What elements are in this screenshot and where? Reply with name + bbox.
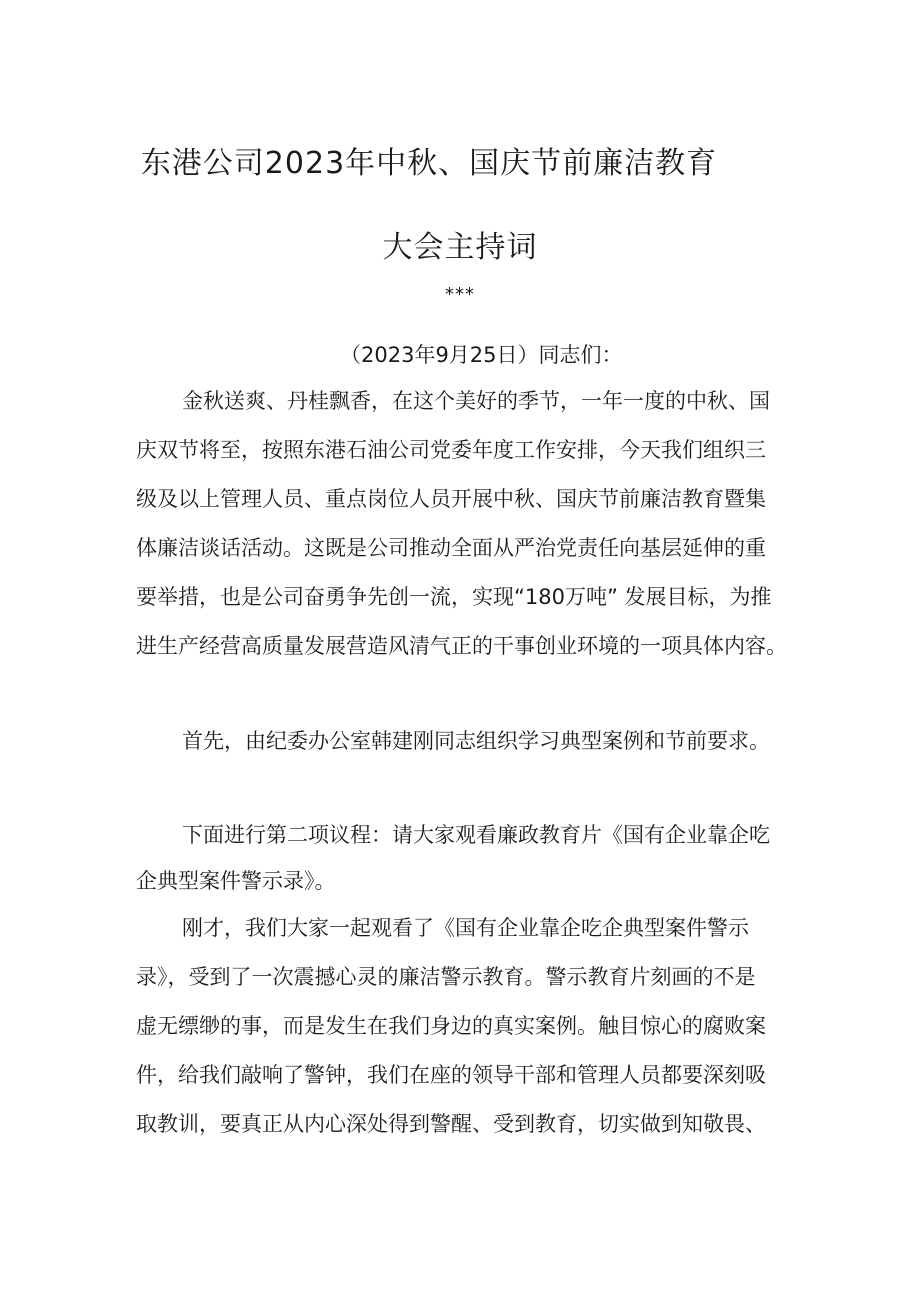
- paragraph-line: 录》，受到了一次震撼心灵的廉洁警示教育。警示教育片刻画的不是: [136, 965, 756, 989]
- paragraph-line: 庆双节将至，按照东港石油公司党委年度工作安排，今天我们组织三: [136, 438, 766, 462]
- paragraph-line: 取教训，要真正从内心深处得到警醒、受到教育，切实做到知敬畏、: [136, 1112, 766, 1136]
- paragraph-line: 下面进行第二项议程：请大家观看廉政教育片《国有企业靠企吃: [182, 823, 770, 847]
- paragraph-line: 首先，由纪委办公室韩建刚同志组织学习典型案例和节前要求。: [182, 729, 770, 753]
- document-title-line-2: 大会主持词: [382, 230, 538, 265]
- paragraph-line: 企典型案件警示录》。: [136, 869, 336, 893]
- paragraph-line: 金秋送爽、丹桂飘香，在这个美好的季节，一年一度的中秋、国: [182, 389, 770, 413]
- paragraph-line: 虚无缥缈的事，而是发生在我们身边的真实案例。触目惊心的腐败案: [136, 1014, 766, 1038]
- paragraph-line: 体廉洁谈话活动。这既是公司推动全面从严治党责任向基层延伸的重: [136, 536, 766, 560]
- paragraph-line: 要举措，也是公司奋勇争先创一流，实现“180万吨” 发展目标，为推: [136, 585, 772, 609]
- title-separator: ***: [445, 284, 475, 305]
- paragraph-line: 进生产经营高质量发展营造风清气正的干事创业环境的一项具体内容。: [136, 634, 787, 658]
- paragraph-line: 件，给我们敲响了警钟，我们在座的领导干部和管理人员都要深刻吸: [136, 1063, 766, 1087]
- date-salutation-line: （2023年9月25日）同志们：: [340, 343, 623, 367]
- paragraph-line: 刚才，我们大家一起观看了《国有企业靠企吃企典型案件警示: [182, 916, 749, 940]
- document-title-line-1: 东港公司2023年中秋、国庆节前廉洁教育: [140, 146, 718, 181]
- paragraph-line: 级及以上管理人员、重点岗位人员开展中秋、国庆节前廉洁教育暨集: [136, 487, 766, 511]
